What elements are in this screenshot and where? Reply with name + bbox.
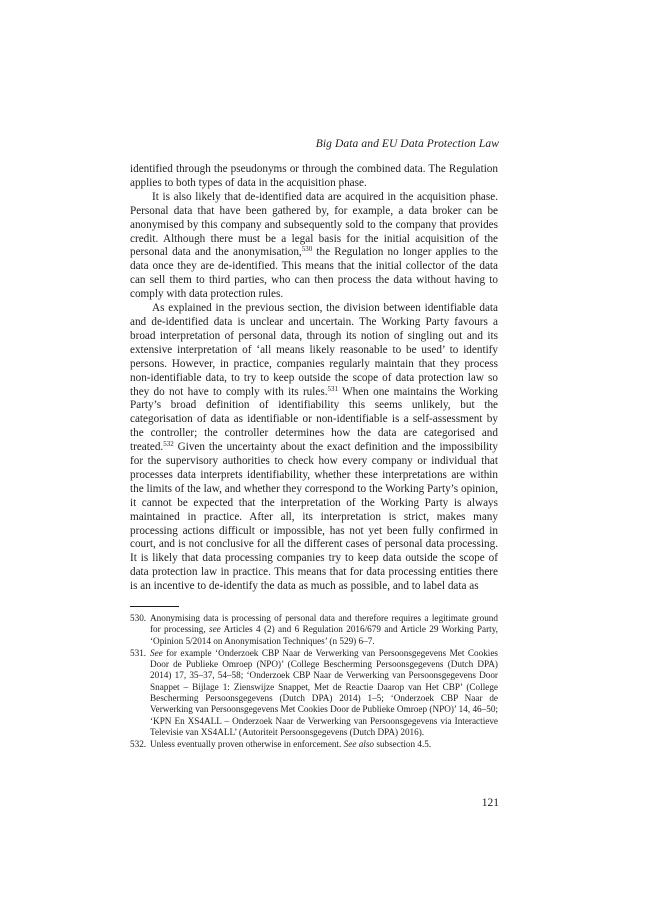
footnote-number: 531. [130, 647, 147, 658]
body-text [130, 163, 498, 594]
footnote-number: 532. [130, 739, 147, 750]
text-run: identified through the pseudonyms or through the combined data. The Regulation applies to both types of data in the acquisition phase. [130, 163, 498, 189]
italic-run: See [150, 647, 163, 658]
footnote [130, 613, 498, 647]
paragraph [130, 163, 498, 191]
paragraph [130, 191, 498, 302]
footnote [130, 739, 498, 750]
footnote-separator [130, 606, 179, 607]
footnote-text [150, 648, 498, 738]
text-run: Unless eventually proven otherwise in enforcement. [150, 739, 344, 750]
running-header: Big Data and EU Data Protection Law [315, 138, 499, 150]
text-run: for example ‘Onderzoek CBP Naar de Verwerking van Persoonsgegevens Met Cookies Door de Publieke Omroep (NPO)’ (College Bescherming Persoonsgegevens (Dutch DPA) 2014) 17, 35–37, 54–58; ‘Onderzoek CBP Naar de Verwerking van Persoonsgegevens Door Snappet – Bijlage 1: Zienswijze Snappet, Met de Reactie Daarop van Het CBP’ (College Bescherming Persoonsgegevens (Dutch DPA) 2014) 1–5; ‘Onderzoek CBP Naar de Verwerking van Persoonsgegevens Met Cookies Door de Publieke Omroep (NPO)’ 14, 46–50; ‘KPN En XS4ALL – Onderzoek Naar de Verwerking van Persoonsgegevens via Interactieve Televisie van XS4ALL’ (Autoriteit Persoonsgegevens (Dutch DPA) 2016). [150, 647, 498, 737]
text-run: As explained in the previous section, the division between identifiable data and de-identified data is unclear and uncertain. The Working Party favours a broad interpretation of personal data, through its notion of singling out and its extensive interpretation of ‘all means likely reasonable to be used’ to identify persons. However, in practice, companies regularly maintain that they process non-identifiable data, to try to keep outside the scope of data protection law so they do not have to comply with its rules. [130, 302, 498, 398]
paragraph [130, 302, 498, 594]
text-run: Anonymising data is processing of personal data and therefore requires a legitimate ground for processing, [150, 613, 498, 635]
text-run: the Regulation no longer applies to the data once they are de-identified. This means that the initial collector of the data can sell them to third parties, who can then process the data without having to comply with data protection rules. [130, 246, 498, 301]
text-run: When one maintains the Working Party’s broad definition of identifiability this seems unlikely, but the categorisation of data as identifiable or non-identifiable is a self-assessment by the controller; the controller determines how the data are categorised and treated. [130, 385, 498, 454]
italic-run: see [209, 624, 221, 635]
text-run: Articles 4 (2) and 6 Regulation 2016/679 and Article 29 Working Party, ‘Opinion 5/2014 on Anonymisation Techniques’ (n 529) 6–7. [150, 624, 498, 646]
footnote-text [150, 613, 498, 647]
footnote-number: 530. [130, 613, 147, 623]
italic-run: See also [343, 739, 375, 750]
footnote-reference[interactable]: 532 [163, 440, 174, 449]
text-run: It is also likely that de-identified data are acquired in the acquisition phase. Personal data that have been gathered by, for example, a data broker can be anonymised by this company and subsequently sold to the company that provides credit. Although there must be a legal basis for the initial acquisition of the personal data and the anonymisation, [130, 190, 498, 259]
footnote-reference[interactable]: 530 [301, 245, 313, 254]
text-run: Given the uncertainty about the exact definition and the impossibility for the supervisory authorities to check how every company or individual that processes data interprets identifiability, whether these interpretations are within the limits of the law, and whether they correspond to the Working Party’s opinion, it cannot be expected that the interpretation of the Working Party is always maintained in practice. After all, its interpretation is strict, makes many processing actions difficult or impossible, has not yet been fully confirmed in court, and is not conclusive for all the different cases of personal data processing. It is likely that data processing companies try to keep data outside the scope of data protection law in practice. This means that for data processing entities there is an incentive to de-identify the data as much as possible, and to label data as [130, 441, 498, 593]
text-run: subsection 4.5. [374, 739, 432, 750]
footnote [130, 648, 498, 738]
footnotes [130, 613, 498, 752]
footnote-reference[interactable]: 531 [327, 384, 339, 393]
footnote-text [150, 739, 498, 750]
page-number: 121 [481, 797, 499, 809]
